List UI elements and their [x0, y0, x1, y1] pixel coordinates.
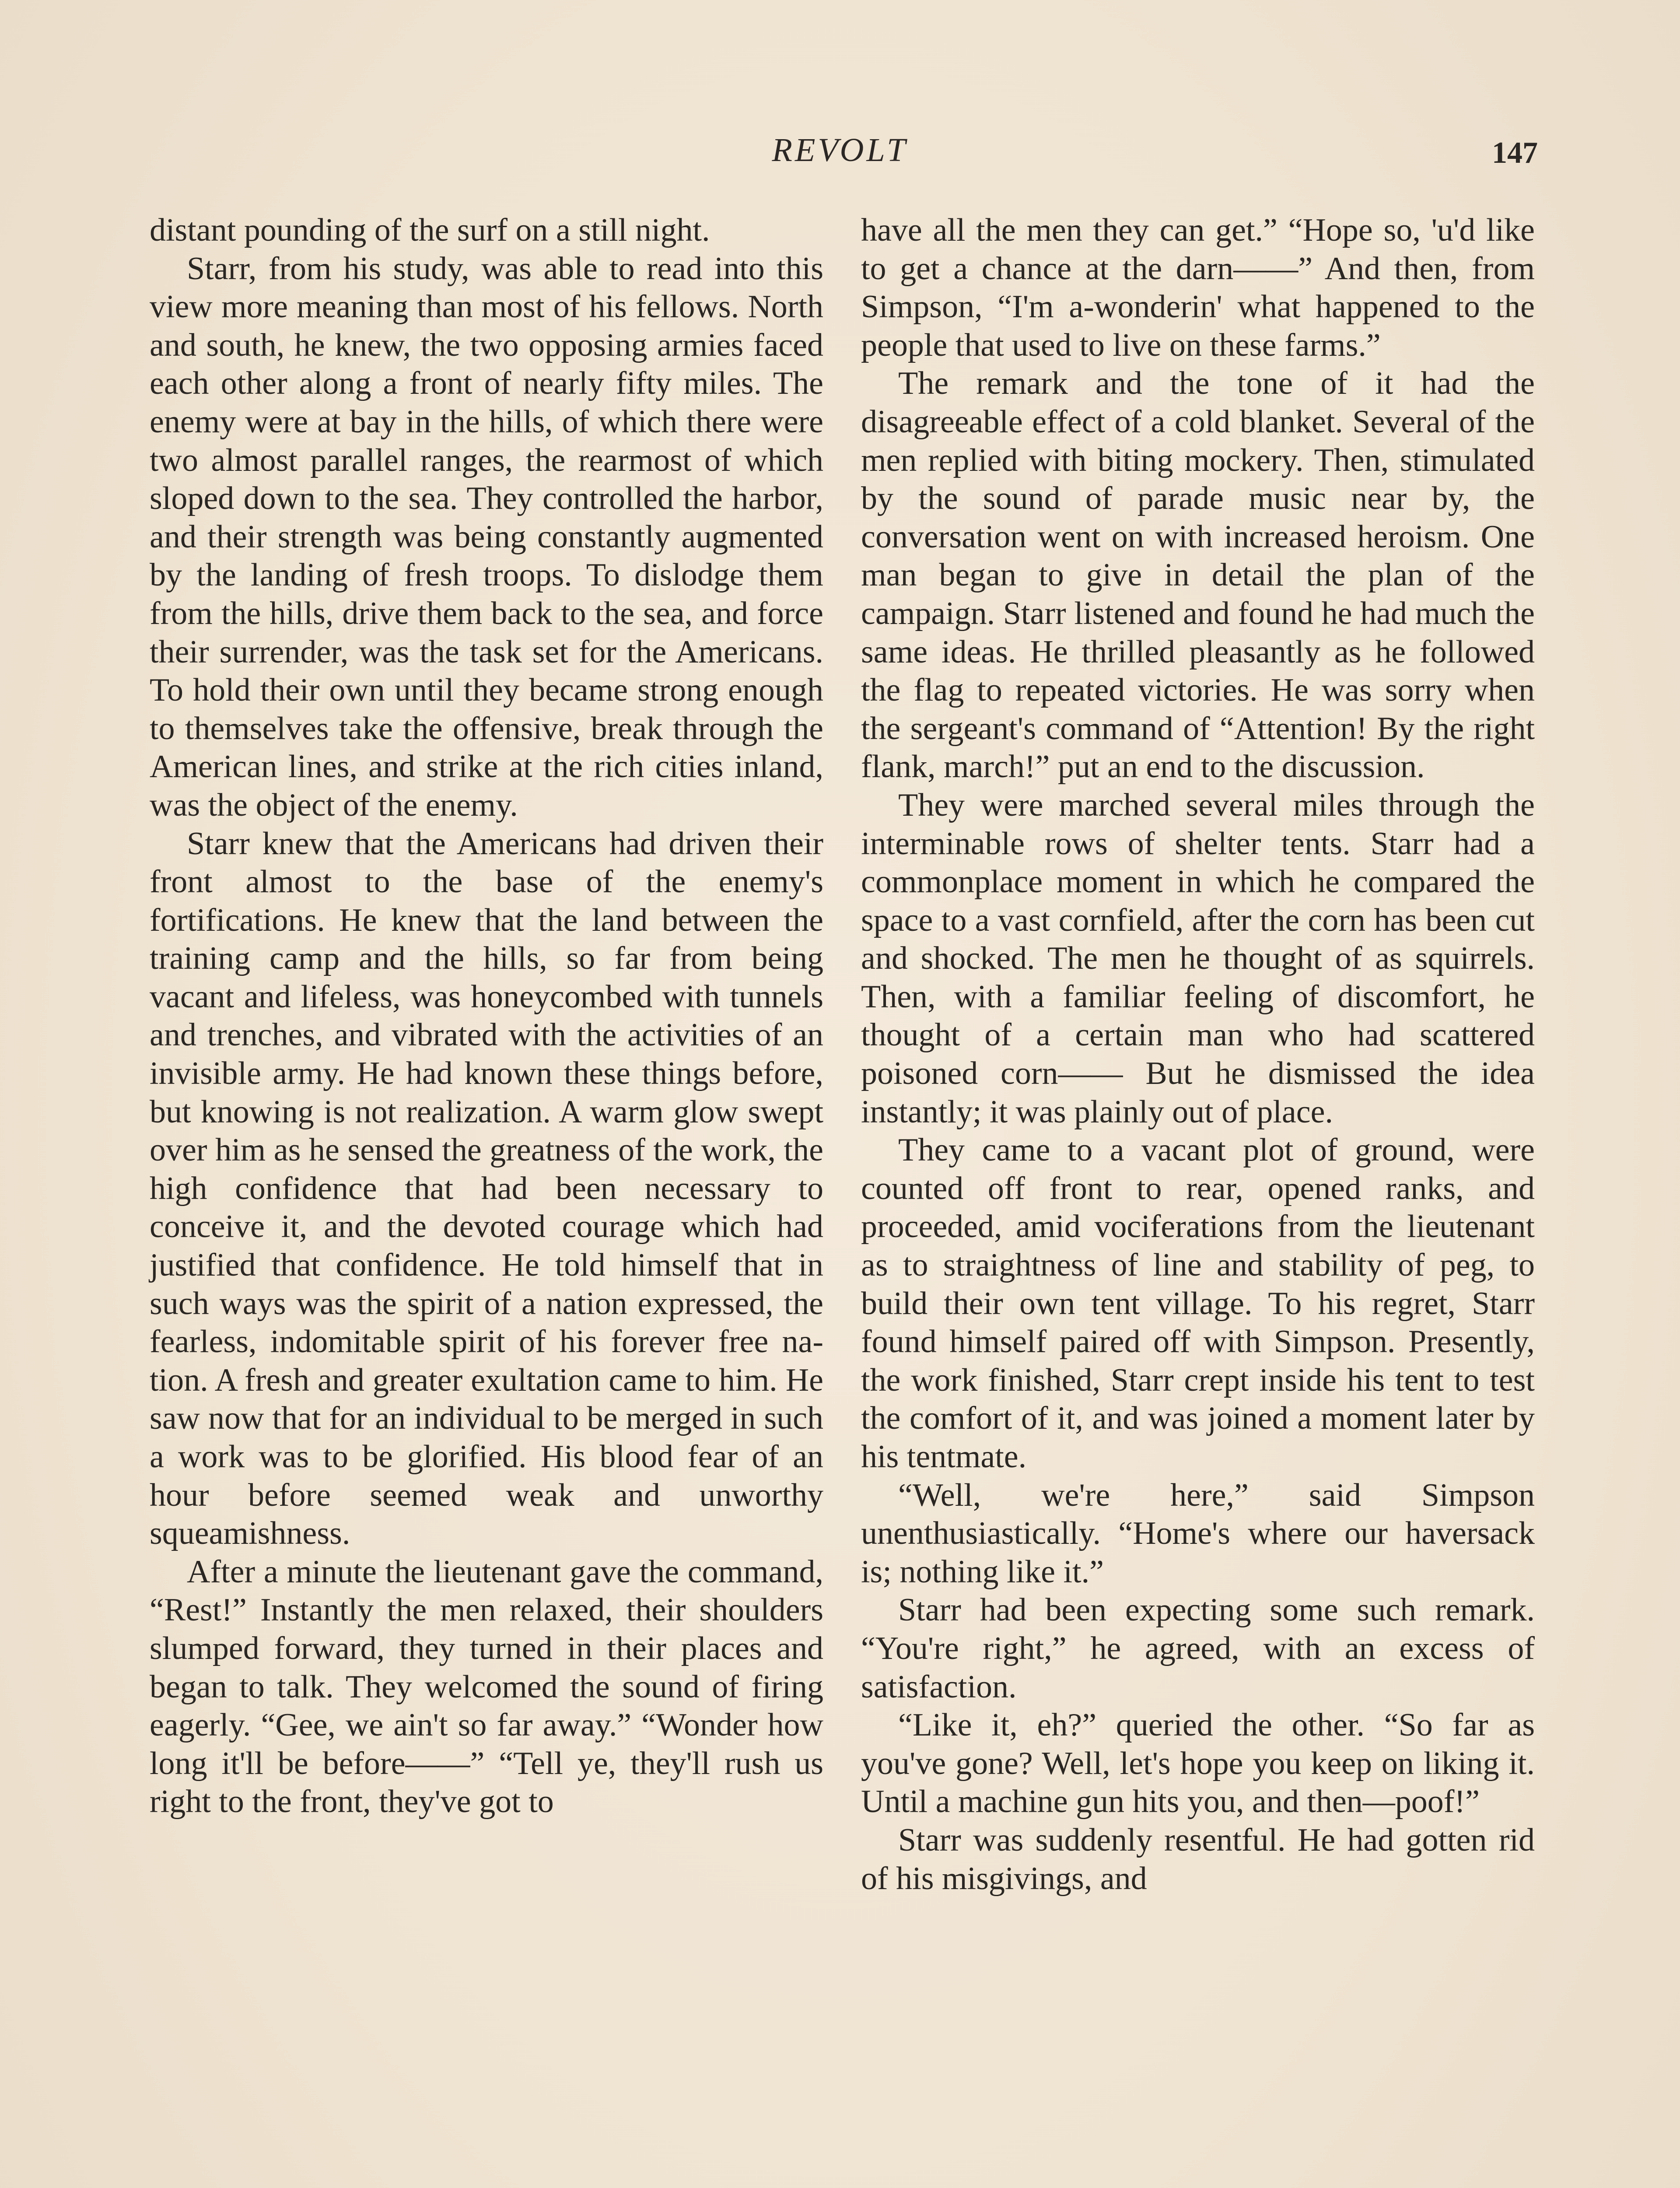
paragraph: “Like it, eh?” queried the other. “So far as you've gone? Well, let's hope you keep on liking it. Until a machine gun hits you, and then—poof!” [861, 1707, 1535, 1820]
paragraph: They were marched several miles through the interminable rows of shelter tents. Starr had a commonplace moment in which he compared the space to a vast cornfield, after the corn has been cut and shocked. The men he thought of as squirrels. Then, with a familiar feeling of discomfort, he thought of a certain man who had scattered poisoned corn—— But he dismissed the idea instantly; it was plainly out of place. [861, 787, 1535, 1130]
left-column [150, 211, 823, 1821]
page-number: 147 [1492, 136, 1538, 170]
paragraph: The remark and the tone of it had the disagreeable effect of a cold blanket. Several of the men replied with biting mockery. Then, stimulated by the sound of parade music near by, the conversation went on with increased heroism. One man began to give in detail the plan of the campaign. Starr listened and found he had much the same ideas. He thrilled pleasantly as he followed the flag to repeated victories. He was sorry when the sergeant's command of “Attention! By the right flank, march!” put an end to the discussion. [861, 365, 1535, 785]
right-column [861, 211, 1535, 1898]
paragraph: Starr had been expecting some such remark. “You're right,” he agreed, with an excess of satisfaction. [861, 1592, 1535, 1705]
running-head [0, 131, 1680, 179]
paragraph: After a minute the lieutenant gave the command, “Rest!” Instantly the men relaxed, their shoulders slumped forward, they turned in their places and began to talk. They welcomed the sound of firing eagerly. “Gee, we ain't so far away.” “Wonder how long it'll be before——” “Tell ye, they'll rush us right to the front, they've got to [150, 1553, 823, 1820]
running-title: REVOLT [772, 132, 908, 168]
paragraph: Starr was suddenly resentful. He had gotten rid of his misgivings, and [861, 1822, 1535, 1897]
paragraph: have all the men they can get.” “Hope so, 'u'd like to get a chance at the darn——” And then, from Simpson, “I'm a-wonderin' what happened to the people that used to live on these farms.” [861, 212, 1535, 363]
paragraph: Starr knew that the Americans had driven their front almost to the base of the enemy's fortifications. He knew that the land between the training camp and the hills, so far from being vacant and lifeless, was honeycombed with tunnels and trenches, and vibrated with the activities of an invisible army. He had known these things before, but knowing is not realization. A warm glow swept over him as he sensed the greatness of the work, the high confidence that had been necessary to conceive it, and the devoted courage which had justified that confidence. He told himself that in such ways was the spirit of a nation expressed, the fearless, indomitable spirit of his forever free nation. A fresh and greater exultation came to him. He saw now that for an individual to be merged in such a work was to be glorified. His blood fear of an hour before seemed weak and unworthy squeamishness. [150, 825, 823, 1552]
paragraph: Starr, from his study, was able to read into this view more meaning than most of his fellows. North and south, he knew, the two opposing armies faced each other along a front of nearly fifty miles. The enemy were at bay in the hills, of which there were two almost parallel ranges, the rearmost of which sloped down to the sea. They controlled the harbor, and their strength was being constantly augmented by the landing of fresh troops. To dislodge them from the hills, drive them back to the sea, and force their surrender, was the task set for the Americans. To hold their own until they became strong enough to themselves take the offensive, break through the American lines, and strike at the rich cities inland, was the object of the enemy. [150, 250, 823, 823]
paragraph: They came to a vacant plot of ground, were counted off front to rear, opened ranks, and proceeded, amid vociferations from the lieutenant as to straightness of line and stability of peg, to build their own tent village. To his regret, Starr found himself paired off with Simpson. Presently, the work finished, Starr crept inside his tent to test the comfort of it, and was joined a moment later by his tentmate. [861, 1132, 1535, 1475]
paragraph: distant pounding of the surf on a still night. [150, 212, 710, 248]
paragraph: “Well, we're here,” said Simpson unenthusiastically. “Home's where our haversack is; nothing like it.” [861, 1477, 1535, 1590]
